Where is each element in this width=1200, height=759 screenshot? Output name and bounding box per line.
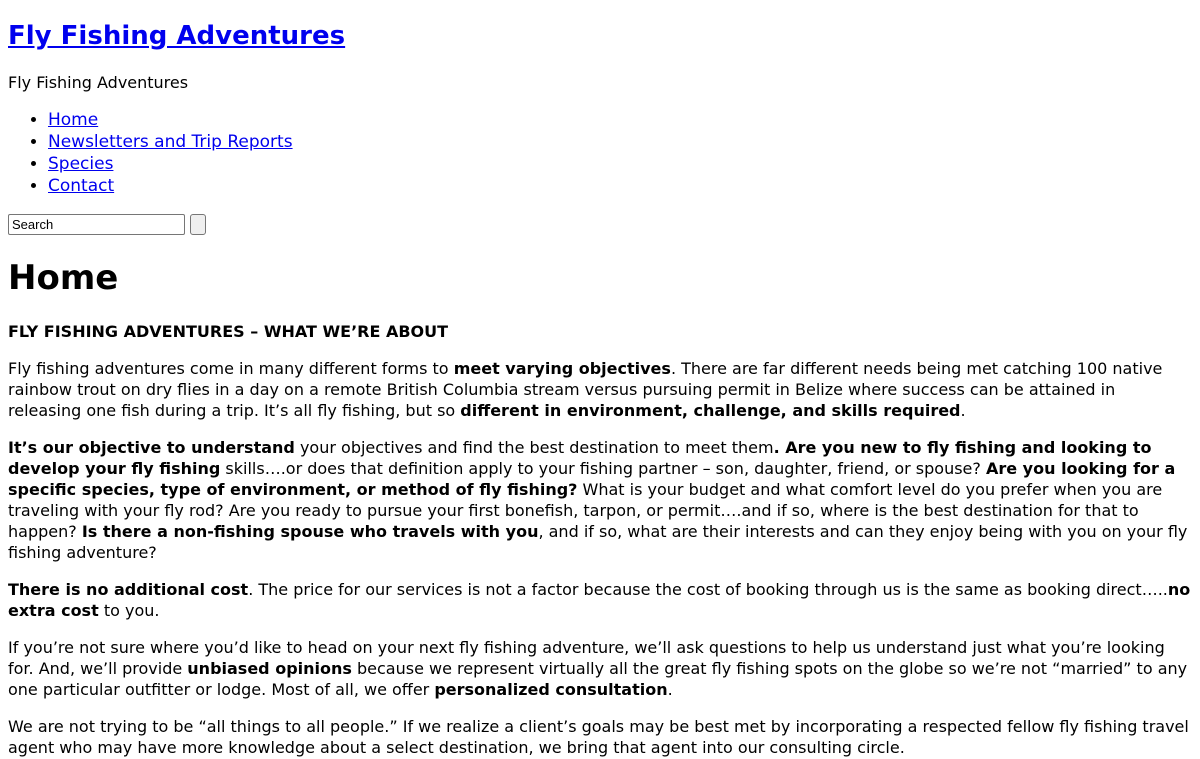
site-title	[8, 19, 1192, 53]
search-form	[8, 213, 1192, 235]
p1-text: .	[960, 401, 966, 420]
paragraph-cost	[8, 579, 1192, 621]
nav-link-contact[interactable]: Contact	[48, 176, 115, 196]
nav-item-newsletters	[48, 131, 1192, 153]
content-subheading: FLY FISHING ADVENTURES – WHAT WE’RE ABOUT	[8, 322, 449, 341]
p2-emphasis: Are you looking for a specific species, type of environment, or method of fly fishing?	[8, 459, 1176, 499]
p2-text: What is your budget and what comfort level do you prefer when you are traveling with your fly rod? Are you ready to pursue your first bonefish, tarpon, or permit….and if so, where is the best destination for that to happen?	[8, 480, 1163, 541]
page	[0, 19, 1200, 758]
p4-text: because we represent virtually all the great fly fishing spots on the globe so we’re not “married” to any one particular outfitter or lodge. Most of all, we offer	[8, 659, 1188, 699]
paragraph-network	[8, 716, 1192, 758]
p2-emphasis: . Are you new to fly fishing and looking to develop your fly fishing	[8, 438, 1152, 478]
p3-text: to you.	[98, 601, 160, 620]
site-title-link[interactable]: Fly Fishing Adventures	[8, 21, 346, 51]
main-nav	[8, 109, 1192, 197]
p3-text: . The price for our services is not a factor because the cost of booking through us is the same as booking direct…..	[248, 580, 1168, 599]
paragraph-consultation	[8, 637, 1192, 700]
p1-emphasis: different in environment, challenge, and skills required	[460, 401, 961, 420]
p4-emphasis: unbiased opinions	[187, 659, 352, 678]
p3-emphasis: There is no additional cost	[8, 580, 249, 599]
p2-text: skills….or does that definition apply to your fishing partner – son, daughter, friend, or spouse?	[220, 459, 986, 478]
nav-link-newsletters[interactable]: Newsletters and Trip Reports	[48, 132, 293, 152]
nav-item-contact	[48, 175, 1192, 197]
search-input[interactable]	[8, 214, 185, 235]
p4-emphasis: personalized consultation	[434, 680, 668, 699]
p4-text: If you’re not sure where you’d like to head on your next fly fishing adventure, we’ll ask questions to help us understand just what you’re looking for. And, we’ll provide	[8, 638, 1165, 678]
paragraph-intro	[8, 358, 1192, 421]
nav-link-home[interactable]: Home	[48, 110, 99, 130]
page-content	[8, 321, 1192, 758]
paragraph-objectives	[8, 437, 1192, 563]
p1-text: Fly fishing adventures come in many different forms to	[8, 359, 454, 378]
p4-text: .	[667, 680, 673, 699]
nav-item-home	[48, 109, 1192, 131]
site-tagline: Fly Fishing Adventures	[8, 73, 189, 92]
nav-item-species	[48, 153, 1192, 175]
p2-emphasis: It’s our objective to understand	[8, 438, 295, 457]
page-title: Home	[8, 258, 119, 298]
p2-emphasis: Is there a non-fishing spouse who travels with you	[81, 522, 539, 541]
p3-emphasis: no extra cost	[8, 580, 1191, 620]
p2-text: your objectives and find the best destination to meet them	[294, 438, 774, 457]
p2-text: , and if so, what are their interests and can they enjoy being with you on your fly fishing adventure?	[8, 522, 1188, 562]
p5-text: We are not trying to be “all things to all people.” If we realize a client’s goals may be best met by incorporating a respected fellow fly fishing travel agent who may have more knowledge about a select destination, we bring that agent into our consulting circle.	[8, 717, 1189, 757]
nav-link-species[interactable]: Species	[48, 154, 114, 174]
search-button[interactable]	[190, 214, 206, 235]
p1-text: . There are far different needs being met catching 100 native rainbow trout on dry flies in a day on a remote British Columbia stream versus pursuing permit in Belize where success can be attained in releasing one fish during a trip. It’s all fly fishing, but so	[8, 359, 1163, 420]
p1-emphasis: meet varying objectives	[453, 359, 671, 378]
